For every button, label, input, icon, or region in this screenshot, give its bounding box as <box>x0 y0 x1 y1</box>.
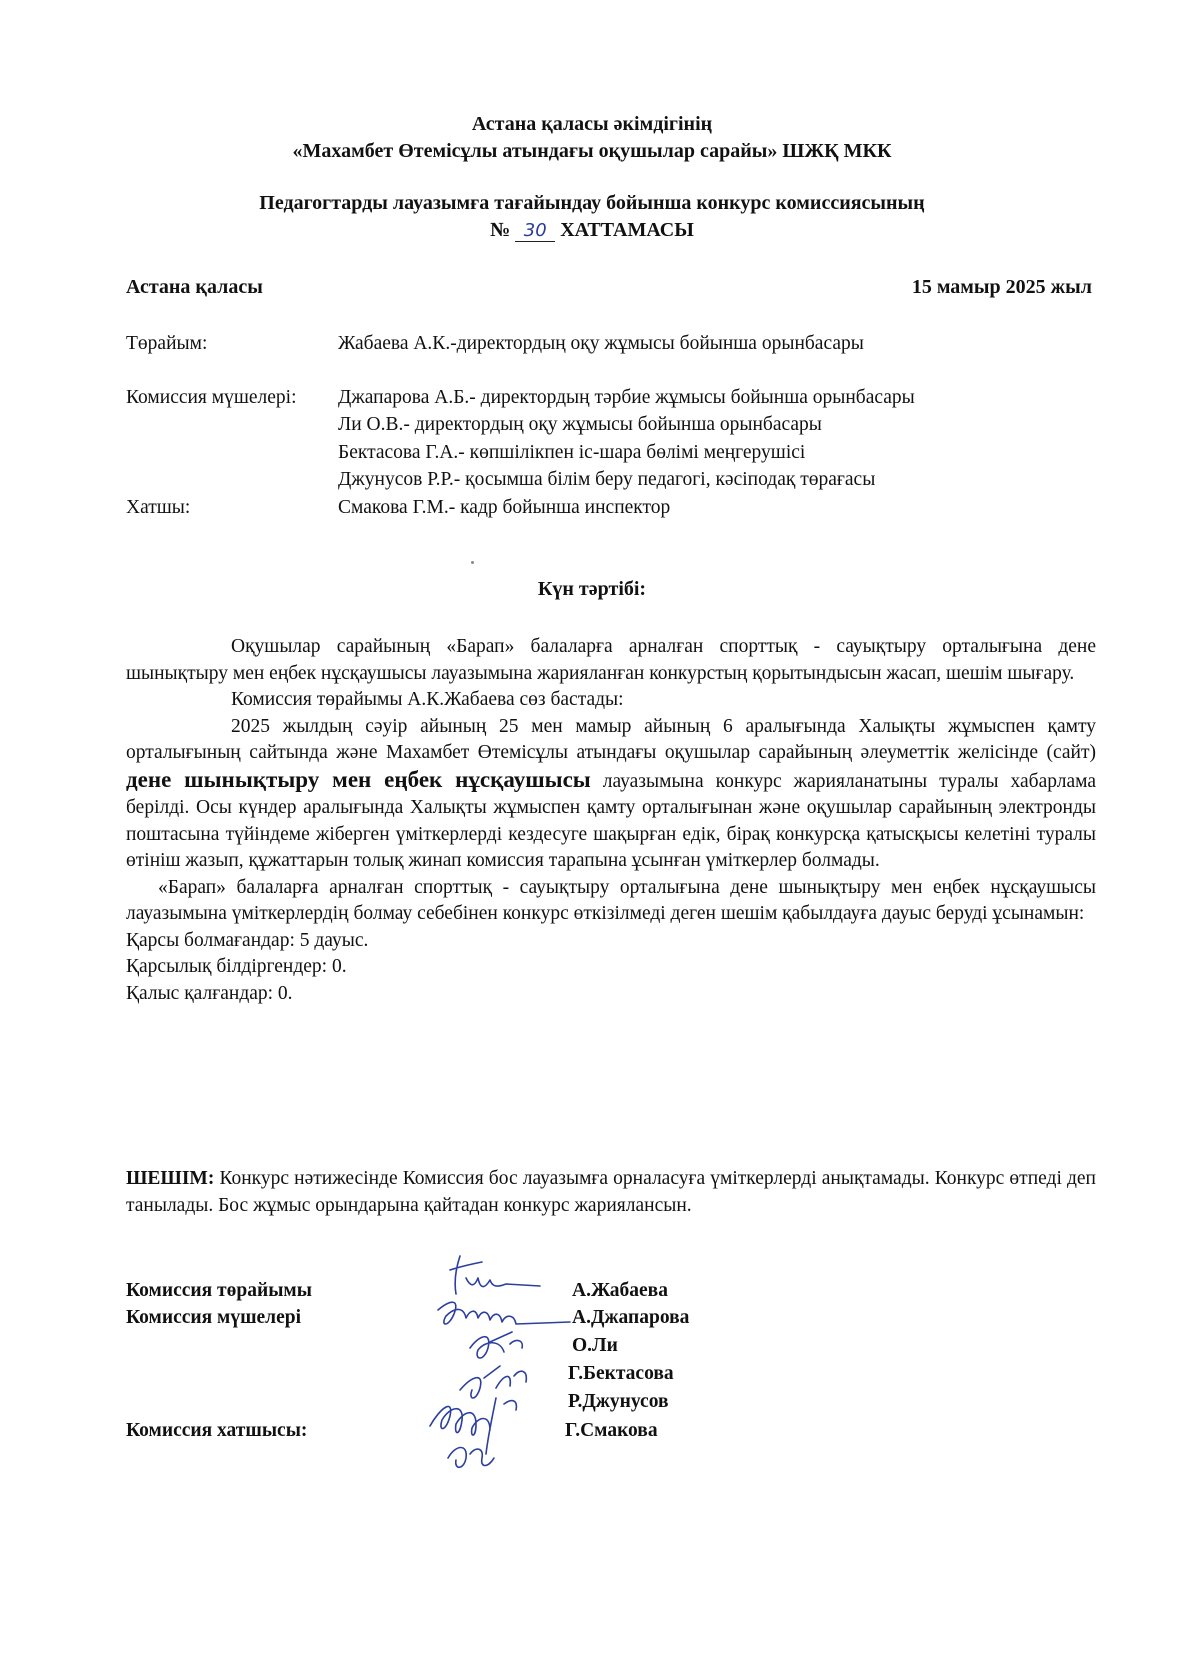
sign-name-4: Г.Бектасова <box>568 1363 674 1384</box>
members-label: Комиссия мүшелері: <box>126 387 297 408</box>
vote-against: Қарсылық білдіргендер: 0. <box>126 956 347 977</box>
sign-name-2: А.Джапарова <box>572 1307 690 1328</box>
secretary-name: Смакова Г.М.- кадр бойынша инспектор <box>338 497 671 518</box>
scan-speck <box>471 561 474 564</box>
agenda-paragraph-1: Оқушылар сарайының «Барап» балаларға арналған спорттық - сауықтыру орталығына дене шынықтыру мен еңбек нұсқаушысы лауазымына жарияланған конкурстың қорытындысын жасап, шешім шығару. <box>126 636 1096 684</box>
handwritten-signatures <box>420 1248 580 1478</box>
number-suffix: ХАТТАМАСЫ <box>560 219 694 241</box>
agenda-title: Күн тәртібі: <box>537 578 647 600</box>
decision-paragraph <box>126 1166 1096 1219</box>
protocol-number: 30 <box>515 220 555 242</box>
decision-text: Конкурс нәтижесінде Комиссия бос лауазымға орналасуға үміткерлерді анықтамады. Конкурс өтпеді деп танылады. Бос жұмыс орындарына қайтадан конкурс жариялансын. <box>126 1168 1096 1216</box>
header-line-1: Астана қаласы әкімдігінің <box>471 113 713 135</box>
sign-secretary-label: Комиссия хатшысы: <box>126 1420 308 1441</box>
member-3: Бектасова Г.А.- көпшілікпен іс-шара бөлімі меңгерушісі <box>338 442 806 463</box>
signature-member-4 <box>430 1398 516 1454</box>
decision-label: ШЕШІМ: <box>126 1168 215 1189</box>
sign-chair-label: Комиссия төрайымы <box>126 1280 312 1301</box>
signature-chair <box>450 1256 540 1294</box>
chair-name: Жабаева А.К.-директордың оқу жұмысы бойынша орынбасары <box>338 333 864 354</box>
member-1: Джапарова А.Б.- директордың тәрбие жұмысы бойынша орынбасары <box>338 387 915 408</box>
date: 15 мамыр 2025 жыл <box>911 276 1092 298</box>
sign-name-6: Г.Смакова <box>565 1420 658 1441</box>
vote-abstain: Қалыс қалғандар: 0. <box>126 982 293 1004</box>
chair-label: Төрайым: <box>126 333 208 354</box>
number-prefix: № <box>490 219 511 241</box>
member-4: Джунусов Р.Р.- қосымша білім беру педагогі, кәсіподақ төрағасы <box>338 469 876 490</box>
sign-name-1: А.Жабаева <box>572 1280 668 1301</box>
decision-block <box>126 1166 1096 1219</box>
signature-member-3 <box>460 1366 526 1398</box>
p3-part-b: лауазымына конкурс жарияланатыны туралы хабарлама берілді. Осы күндер аралығында Халықты жұмыспен қамту орталығынан және оқушылар сарайының электронды поштасына түйіндеме жіберген үміткерлерді кездесуге шақырған едік, бірақ конкурсқа қатысқысы келетіні туралы өтініш жазып, құжаттарын толық жинап комиссия тарапына ұсынған үміткерлер болмады. <box>126 770 1096 871</box>
agenda-body <box>126 634 1096 1007</box>
sign-name-3: О.Ли <box>572 1335 618 1356</box>
p3-position-title: дене шынықтыру мен еңбек нұсқаушысы <box>126 766 591 792</box>
agenda-paragraph-2: Комиссия төрайымы А.К.Жабаева сөз бастады: <box>231 689 624 710</box>
secretary-label: Хатшы: <box>126 497 191 518</box>
sign-members-label: Комиссия мүшелері <box>126 1307 302 1328</box>
protocol-number-line <box>0 219 1184 242</box>
place: Астана қаласы <box>126 276 263 298</box>
signature-member-2 <box>470 1332 522 1358</box>
header-line-3: Педагогтарды лауазымға тағайындау бойынша конкурс комиссиясының <box>259 192 925 214</box>
signature-member-1 <box>438 1302 570 1324</box>
header-line-2: «Махамбет Өтемісұлы атындағы оқушылар сарайы» ШЖҚ МКК <box>292 140 892 162</box>
p3-part-a: 2025 жылдың сәуір айының 25 мен мамыр айының 6 аралығында Халықты жұмыспен қамту орталығының сайтында және Махамбет Өтемісұлы атындағы оқушылар сарайының әлеуметтік желісінде (сайт) <box>126 715 1096 763</box>
sign-name-5: Р.Джунусов <box>568 1391 669 1412</box>
vote-for: Қарсы болмағандар: 5 дауыс. <box>126 929 369 951</box>
agenda-paragraph-3 <box>126 714 1096 875</box>
agenda-paragraph-4: «Барап» балаларға арналған спорттық - сауықтыру орталығына дене шынықтыру мен еңбек нұсқаушысы лауазымына үміткерлердің болмау себебінен конкурс өткізілмеді деген шешім қабылдауға дауыс беруді ұсынамын: <box>126 876 1096 924</box>
member-2: Ли О.В.- директордың оқу жұмысы бойынша орынбасары <box>338 414 822 435</box>
